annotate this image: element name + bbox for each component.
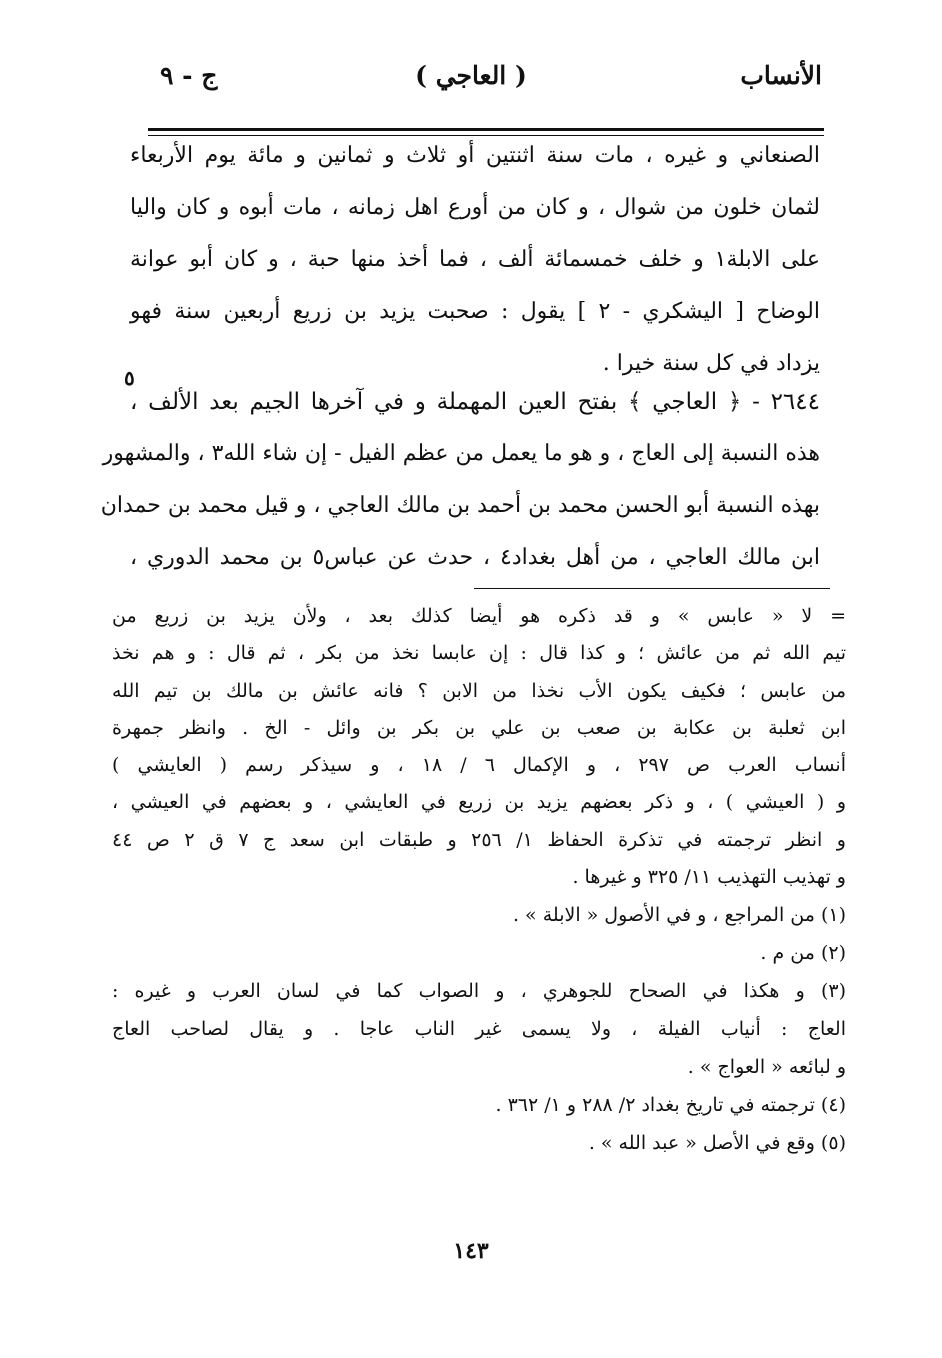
note-line: أنساب العرب ص ٢٩٧ ، و الإكمال ٦ / ١٨ ، و سيذكر رسم ( العايشي )	[112, 754, 846, 777]
text-line: ابن مالك العاجي ، من أهل بغداد٤ ، حدث عن عباس٥ بن محمد الدوري ،	[130, 545, 820, 570]
footnote-3-line: العاج : أنياب الفيلة ، ولا يسمى غير الناب عاجا . و يقال لصاحب العاج	[112, 1018, 846, 1041]
footnote-2: (٢) من م .	[760, 942, 846, 965]
page-number: ١٤٣	[453, 1238, 489, 1264]
footnote-3-line: و لبائعه « العواج » .	[687, 1056, 846, 1079]
note-line: ابن ثعلبة بن عكابة بن صعب بن علي بن بكر بن وائل - الخ . وانظر جمهرة	[112, 716, 846, 739]
entry-heading: ( العاجي )	[415, 61, 527, 90]
text-line: الصنعاني و غيره ، مات سنة اثنتين أو ثلاث و ثمانين و مائة يوم الأربعاء	[130, 143, 820, 168]
footnote-5: (٥) وقع في الأصل « عبد الله » .	[588, 1132, 846, 1155]
footnote-4: (٤) ترجمته في تاريخ بغداد ٢/ ٢٨٨ و ١/ ٣٦٢ .	[495, 1094, 846, 1117]
text-line: الوضاح [ اليشكري - ٢ ] يقول : صحبت يزيد بن زريع أربعين سنة فهو	[130, 299, 820, 324]
text-line: يزداد في كل سنة خيرا .	[602, 351, 820, 376]
line-number-marker: ٥	[124, 366, 135, 390]
text-line: على الابلة١ و خلف خمسمائة ألف ، فما أخذ منها حبة ، و كان أبو عوانة	[130, 247, 820, 272]
entry-2644	[100, 376, 820, 584]
footnote-1: (١) من المراجع ، و في الأصول « الابلة » .	[512, 904, 846, 927]
note-line: و ( العيشي ) ، و ذكر بعضهم يزيد بن زريع في العايشي ، و بعضهم في العيشي ،	[112, 791, 846, 814]
note-line: و انظر ترجمته في تذكرة الحفاظ ١/ ٢٥٦ و طبقات ابن سعد ج ٧ ق ٢ ص ٤٤	[112, 828, 846, 851]
note-line: من عابس ؛ فكيف يكون الأب نخذا من الابن ؟ فانه عائش بن مالك بن تيم الله	[112, 679, 846, 702]
volume-label: ج - ٩	[160, 61, 218, 90]
note-line: تيم الله ثم من عائش ؛ و كذا قال : إن عابسا نخذ من بكر ، ثم قال : و هم نخذ	[112, 642, 846, 665]
text-line: لثمان خلون من شوال ، و كان من أورع اهل زمانه ، مات أبوه و كان واليا	[130, 195, 820, 220]
text-line: بهذه النسبة أبو الحسن محمد بن أحمد بن مالك العاجي ، و قيل محمد بن حمدان	[100, 493, 820, 518]
note-line: و تهذيب التهذيب ١١/ ٣٢٥ و غيرها .	[572, 866, 846, 889]
running-title: الأنساب	[740, 61, 822, 90]
continuation-paragraph	[130, 130, 820, 390]
text-line: هذه النسبة إلى العاج ، و هو ما يعمل من عظم الفيل - إن شاء الله٣ ، والمشهور	[102, 441, 820, 466]
footnotes-block	[112, 598, 846, 1162]
footnote-separator	[474, 588, 830, 589]
note-line: = لا « عابس » و قد ذكره هو أيضا كذلك بعد ، ولأن يزيد بن زريع من	[112, 605, 846, 627]
entry-headline: ٢٦٤٤ - ﴿ العاجي ﴾ بفتح العين المهملة و في آخرها الجيم بعد الألف ،	[130, 389, 820, 415]
footnote-3: (٣) و هكذا في الصحاح للجوهري ، و الصواب كما في لسان العرب و غيره :	[112, 980, 846, 1003]
